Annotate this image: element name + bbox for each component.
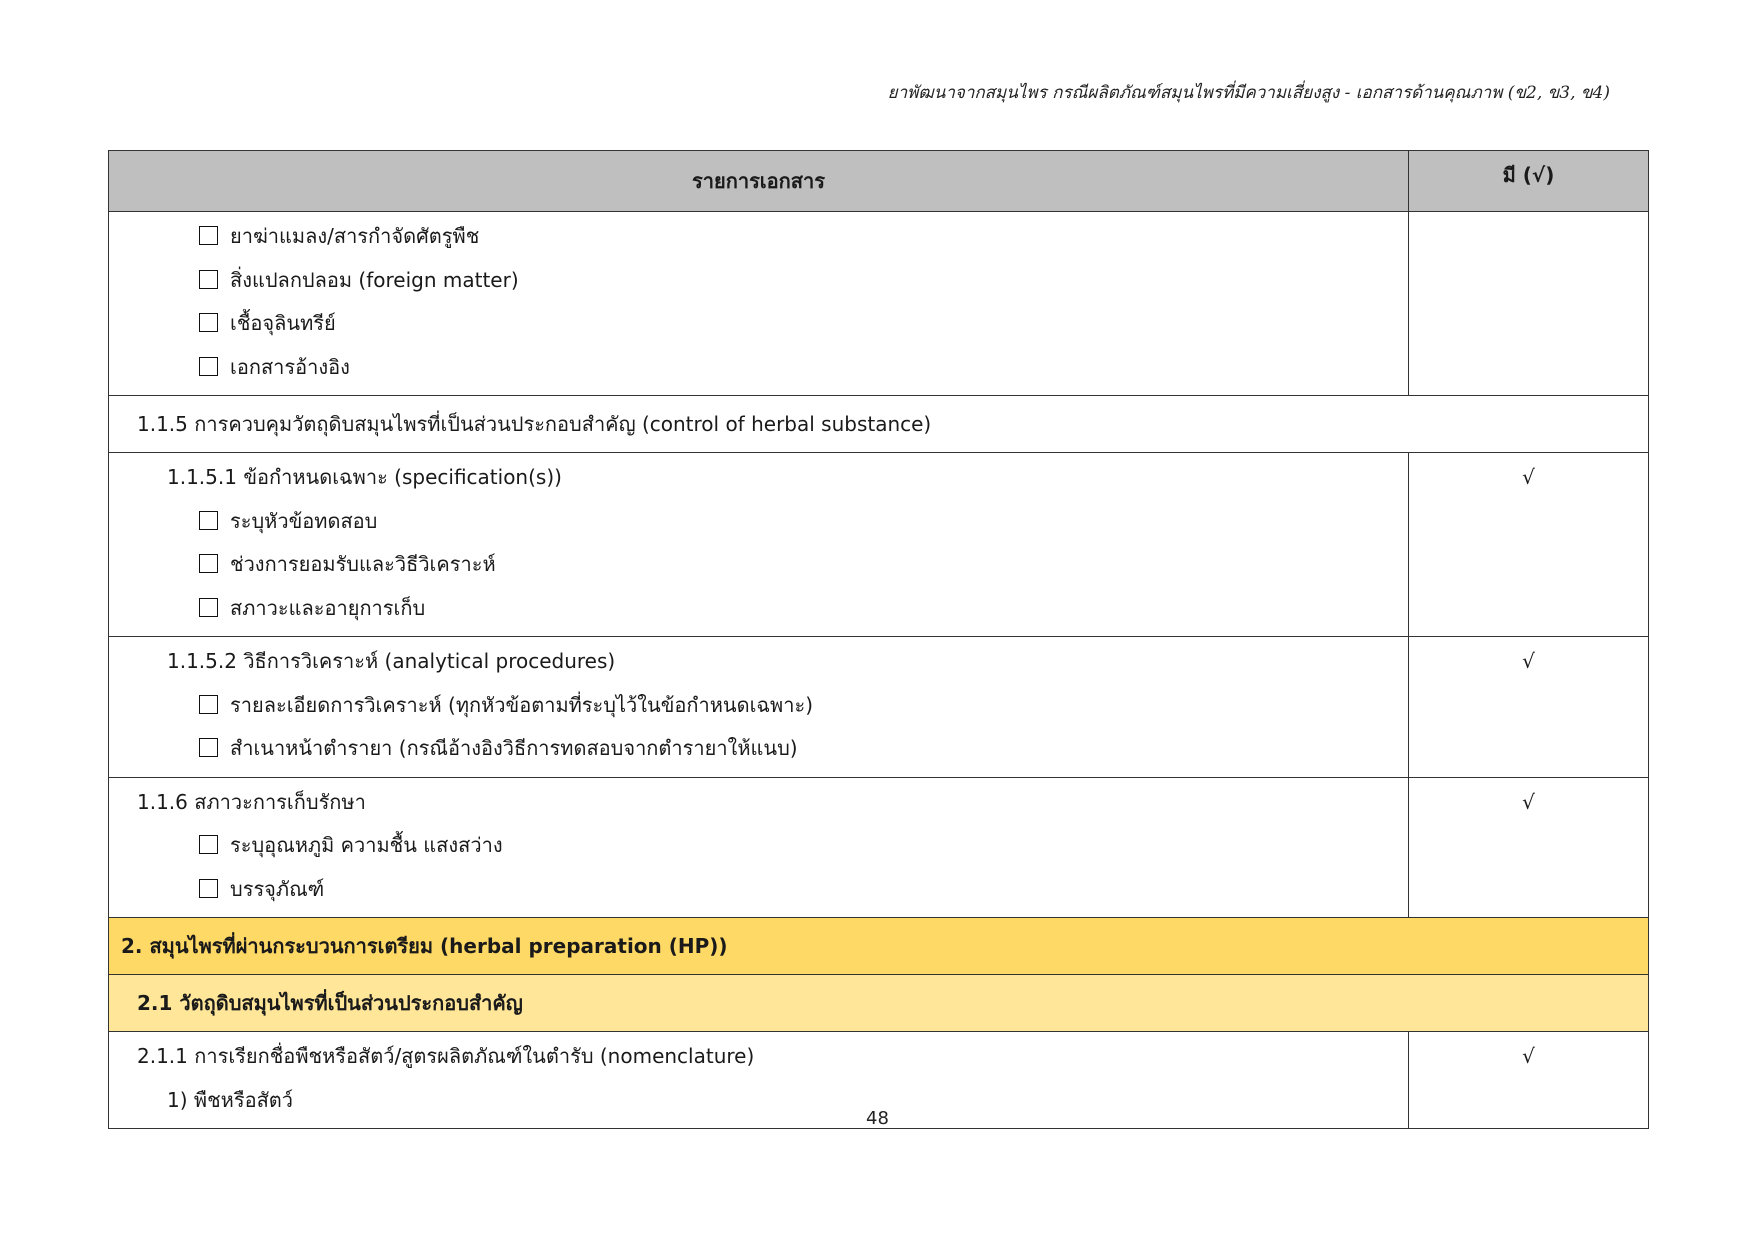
table-header-row	[109, 151, 1649, 212]
checklist-item[interactable]	[109, 500, 1408, 544]
check-cell	[1409, 777, 1649, 918]
check-cell	[1409, 453, 1649, 637]
checklist-item-label: สำเนาหน้าตำรายา (กรณีอ้างอิงวิธีการทดสอบจากตำรายาให้แนบ)	[230, 736, 798, 760]
checkbox-icon[interactable]	[199, 695, 218, 714]
checklist-item-label: เชื้อจุลินทรีย์	[230, 311, 336, 335]
running-header: ยาพัฒนาจากสมุนไพร กรณีผลิตภัณฑ์สมุนไพรที่มีความเสี่ยงสูง - เอกสารด้านคุณภาพ (ข2, ข3, ข4)	[887, 83, 1610, 103]
checklist-item[interactable]	[109, 684, 1408, 728]
section-2-1-cell	[109, 975, 1649, 1032]
table-row	[109, 396, 1649, 453]
checklist-item-label: สิ่งแปลกปลอม (foreign matter)	[230, 267, 519, 292]
checkbox-icon[interactable]	[199, 270, 218, 289]
table-row	[109, 212, 1649, 396]
page-number: 48	[866, 1108, 889, 1129]
items-cell	[109, 637, 1409, 778]
checklist-item-label: เอกสารอ้างอิง	[230, 354, 350, 379]
checkbox-icon[interactable]	[199, 357, 218, 376]
check-mark: √	[1522, 789, 1535, 814]
checklist-item[interactable]	[109, 824, 1408, 868]
check-mark: √	[1522, 649, 1535, 673]
checklist-item-label: ระบุอุณหภูมิ ความชื้น แสงสว่าง	[230, 833, 503, 857]
checklist-item[interactable]	[109, 727, 1408, 771]
subsection-title: 2.1 วัตถุดิบสมุนไพรที่เป็นส่วนประกอบสำคัญ	[137, 991, 523, 1015]
table-row	[109, 637, 1649, 778]
column-header-check: มี (√)	[1409, 151, 1649, 212]
checklist-item-label: รายละเอียดการวิเคราะห์ (ทุกหัวข้อตามที่ระบุไว้ในข้อกำหนดเฉพาะ)	[230, 692, 813, 717]
checklist-item-label: บรรจุภัณฑ์	[230, 876, 325, 901]
row-subitem: 1) พืชหรือสัตว์	[167, 1087, 294, 1112]
check-mark: √	[1522, 1044, 1535, 1068]
checklist-item[interactable]	[109, 543, 1408, 587]
document-checklist-table	[108, 150, 1649, 1129]
check-mark: √	[1522, 465, 1535, 489]
checklist-item[interactable]	[109, 215, 1408, 259]
checklist-item-label: สภาวะและอายุการเก็บ	[230, 595, 426, 620]
checklist-item[interactable]	[109, 302, 1408, 346]
checklist-item[interactable]	[109, 259, 1408, 303]
section-header-row	[109, 918, 1649, 975]
row-title: 1.1.5.1 ข้อกำหนดเฉพาะ (specification(s))	[167, 465, 562, 489]
table-row	[109, 453, 1649, 637]
section-2-cell	[109, 918, 1649, 975]
checklist-item-label: ช่วงการยอมรับและวิธีวิเคราะห์	[230, 552, 496, 576]
items-cell	[109, 212, 1409, 396]
checklist-item-label: ระบุหัวข้อทดสอบ	[230, 508, 378, 533]
subsection-header-row	[109, 975, 1649, 1032]
row-title: 1.1.5.2 วิธีการวิเคราะห์ (analytical procedures)	[167, 649, 616, 673]
table-row	[109, 777, 1649, 918]
checklist-item-label: ยาฆ่าแมลง/สารกำจัดศัตรูพืช	[230, 224, 480, 248]
checkbox-icon[interactable]	[199, 738, 218, 757]
checkbox-icon[interactable]	[199, 879, 218, 898]
checkbox-icon[interactable]	[199, 313, 218, 332]
items-cell	[109, 777, 1409, 918]
checkbox-icon[interactable]	[199, 226, 218, 245]
checkbox-icon[interactable]	[199, 835, 218, 854]
checklist-item[interactable]	[109, 346, 1408, 390]
section-title: 2. สมุนไพรที่ผ่านกระบวนการเตรียม (herbal preparation (HP))	[121, 934, 728, 958]
checkbox-icon[interactable]	[199, 598, 218, 617]
checkbox-icon[interactable]	[199, 511, 218, 530]
row-title: 1.1.5 การควบคุมวัตถุดิบสมุนไพรที่เป็นส่วนประกอบสำคัญ (control of herbal substance)	[137, 412, 932, 436]
column-header-items: รายการเอกสาร	[109, 151, 1409, 212]
check-cell	[1409, 637, 1649, 778]
section-row-1-1-5	[109, 396, 1649, 453]
checkbox-icon[interactable]	[199, 554, 218, 573]
row-title: 1.1.6 สภาวะการเก็บรักษา	[137, 789, 366, 814]
row-title: 2.1.1 การเรียกชื่อพืชหรือสัตว์/สูตรผลิตภัณฑ์ในตำรับ (nomenclature)	[137, 1044, 755, 1068]
items-cell	[109, 453, 1409, 637]
check-cell	[1409, 212, 1649, 396]
checklist-item[interactable]	[109, 868, 1408, 912]
checklist-item[interactable]	[109, 587, 1408, 631]
